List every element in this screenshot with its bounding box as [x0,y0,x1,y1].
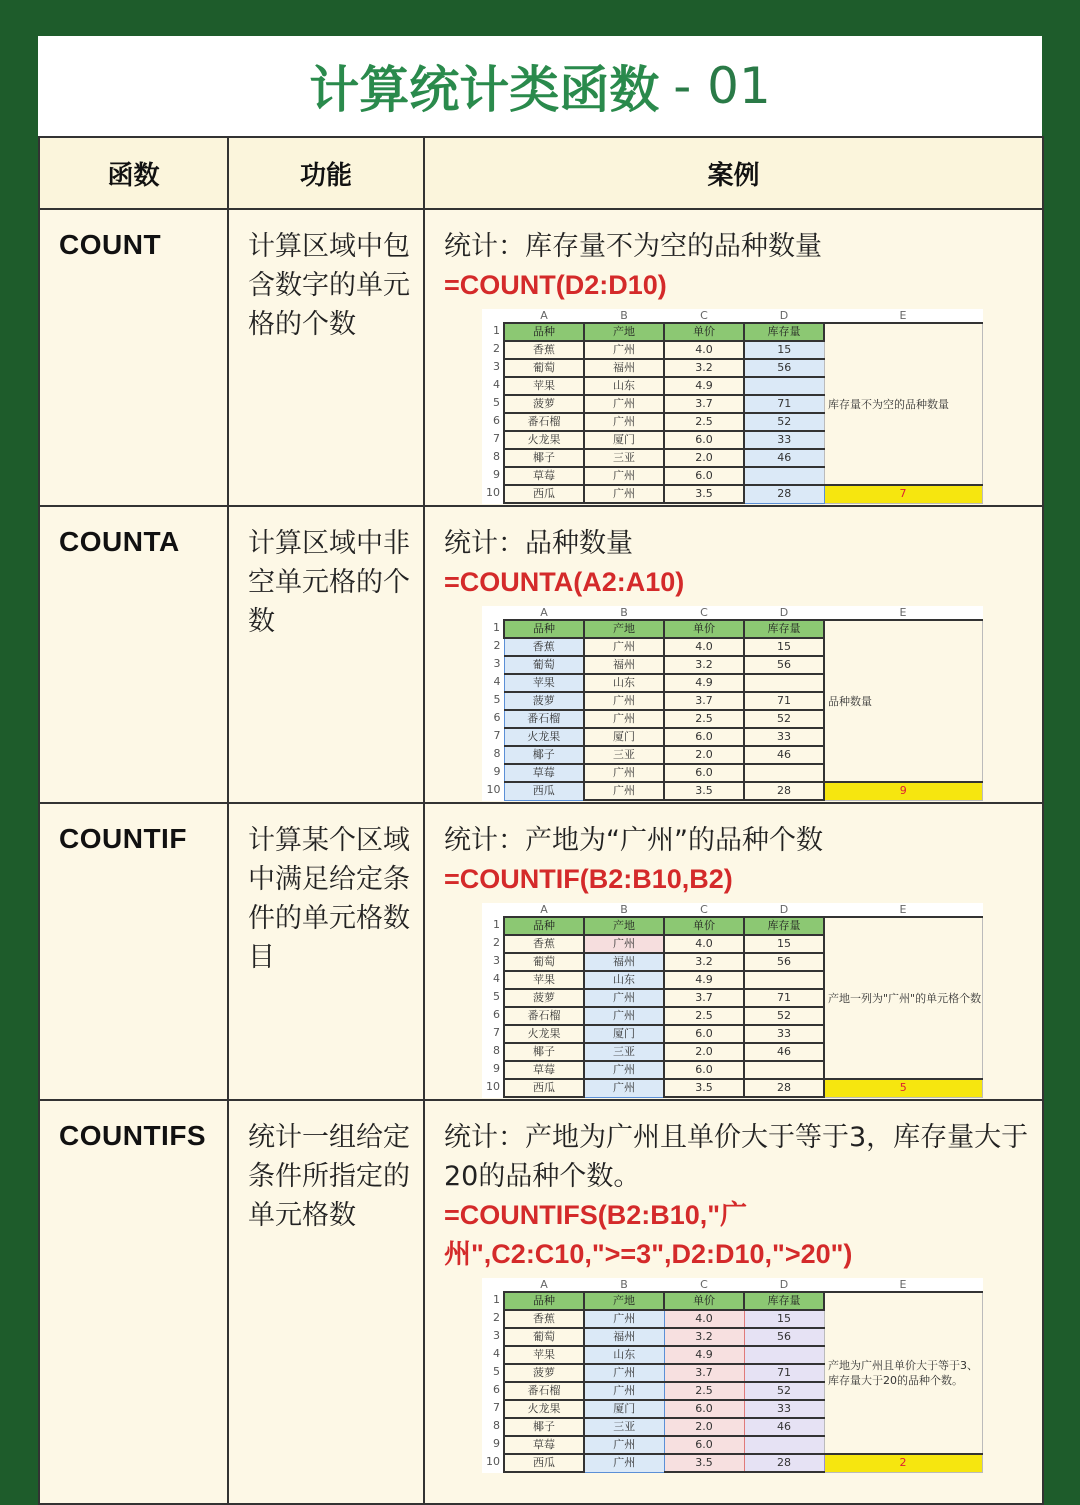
row-number: 1 [482,917,504,935]
table-row [39,506,1043,803]
row-number: 6 [482,710,504,728]
sheet-cell: 葡萄 [504,1328,584,1346]
row-number: 5 [482,1364,504,1382]
sheet-cell: 52 [744,413,824,431]
sheet-cell [744,467,824,485]
sheet-cell [744,971,824,989]
sheet-cell: 椰子 [504,1043,584,1061]
sheet-cell: 56 [744,359,824,377]
sheet-cell: 番石榴 [504,1382,584,1400]
sheet-cell: 6.0 [664,1436,744,1454]
spreadsheet-preview [482,606,1035,801]
sheet-cell: 广州 [584,341,664,359]
column-letter: B [584,309,664,323]
sheet-cell: 西瓜 [504,1454,584,1472]
row-number: 10 [482,1079,504,1097]
sheet-cell: 33 [744,1400,824,1418]
sheet-cell: 2.5 [664,710,744,728]
sheet-cell: 52 [744,1007,824,1025]
row-number: 1 [482,323,504,341]
sheet-cell: 番石榴 [504,1007,584,1025]
spreadsheet-preview [482,903,1035,1098]
sheet-cell: 6.0 [664,467,744,485]
sheet-cell: 46 [744,1418,824,1436]
sheet-cell: 15 [744,935,824,953]
sheet-cell: 厦门 [584,431,664,449]
sheet-cell: 火龙果 [504,431,584,449]
sheet-cell: 山东 [584,971,664,989]
sheet-cell: 6.0 [664,431,744,449]
func-name: COUNTIFS [59,1120,207,1151]
sheet-cell: 46 [744,746,824,764]
sheet-cell: 4.9 [664,971,744,989]
column-letter: E [824,309,982,323]
sheet-cell: 46 [744,1043,824,1061]
sheet-cell: 15 [744,1310,824,1328]
sheet-cell: 葡萄 [504,359,584,377]
sheet-header-cell: 库存量 [744,917,824,935]
sheet-cell [744,674,824,692]
row-number: 6 [482,413,504,431]
sheet-cell: 3.2 [664,953,744,971]
sheet-cell: 56 [744,656,824,674]
sheet-cell: 4.9 [664,674,744,692]
sheet-cell: 46 [744,449,824,467]
sheet-cell: 椰子 [504,449,584,467]
sheet-cell: 4.0 [664,638,744,656]
sheet-cell: 广州 [584,395,664,413]
sheet-cell: 菠萝 [504,989,584,1007]
row-number: 2 [482,1310,504,1328]
sheet-cell: 广州 [584,1079,664,1097]
feature-cell [228,506,424,803]
table-header-row [39,137,1043,209]
sheet-cell: 15 [744,341,824,359]
func-name: COUNT [59,229,162,260]
sheet-cell: 草莓 [504,764,584,782]
sheet-header-cell: 品种 [504,917,584,935]
sheet-cell: 2.5 [664,1382,744,1400]
sheet-cell: 3.5 [664,485,744,503]
sheet-cell: 菠萝 [504,692,584,710]
sheet-cell: 香蕉 [504,1310,584,1328]
sheet-header-cell: 单价 [664,917,744,935]
sheet-cell: 菠萝 [504,395,584,413]
row-number: 9 [482,467,504,485]
sheet-cell: 4.0 [664,935,744,953]
sheet-cell: 福州 [584,1328,664,1346]
sheet-cell: 三亚 [584,746,664,764]
row-number: 8 [482,746,504,764]
feature-cell [228,803,424,1100]
sheet-cell: 火龙果 [504,1400,584,1418]
sheet-cell: 三亚 [584,449,664,467]
sheet-header-cell: 品种 [504,620,584,638]
sheet-cell: 3.7 [664,1364,744,1382]
sheet-cell: 4.0 [664,341,744,359]
sheet-cell: 厦门 [584,1025,664,1043]
header-example: 案例 [424,137,1043,209]
example-cell [424,209,1043,506]
sheet-cell [744,764,824,782]
row-number: 10 [482,485,504,503]
sheet-cell: 广州 [584,1310,664,1328]
sheet-cell: 52 [744,1382,824,1400]
row-number: 10 [482,782,504,800]
sheet-cell: 3.5 [664,1454,744,1472]
sheet-cell: 广州 [584,692,664,710]
sheet-note: 库存量不为空的品种数量 [824,323,982,485]
sheet-cell: 广州 [584,989,664,1007]
example-cell [424,803,1043,1100]
sheet-cell: 菠萝 [504,1364,584,1382]
sheet-cell: 52 [744,710,824,728]
sheet-cell: 6.0 [664,764,744,782]
func-cell [39,1100,228,1504]
sheet-cell: 28 [744,782,824,800]
sheet-cell: 草莓 [504,467,584,485]
sheet-cell: 2.5 [664,1007,744,1025]
table-row [39,803,1043,1100]
header-func: 函数 [39,137,228,209]
func-name: COUNTA [59,526,180,557]
sheet-cell: 草莓 [504,1061,584,1079]
sheet-cell: 厦门 [584,728,664,746]
sheet-cell: 3.7 [664,395,744,413]
row-number: 4 [482,971,504,989]
row-number: 5 [482,692,504,710]
sheet-cell: 33 [744,1025,824,1043]
sheet-cell: 广州 [584,485,664,503]
sheet-cell: 2.0 [664,1418,744,1436]
column-letter: C [664,903,744,917]
sheet-cell [744,1346,824,1364]
sheet-cell: 火龙果 [504,1025,584,1043]
sheet-note: 品种数量 [824,620,982,782]
sheet-cell: 山东 [584,377,664,395]
title-main: 计算统计类函数 [309,61,660,119]
column-letter: D [744,309,824,323]
sheet-cell: 香蕉 [504,638,584,656]
sheet-header-cell: 产地 [584,1292,664,1310]
sheet-cell: 葡萄 [504,953,584,971]
sheet-header-cell: 产地 [584,620,664,638]
function-table [38,136,1044,1505]
sheet-cell: 福州 [584,656,664,674]
column-letter: E [824,903,982,917]
row-number: 3 [482,359,504,377]
sheet-cell: 28 [744,485,824,503]
row-number: 5 [482,989,504,1007]
sheet-cell: 椰子 [504,1418,584,1436]
sheet-note: 产地一列为"广州"的单元格个数 [824,917,982,1079]
sheet-cell [744,377,824,395]
column-letter: A [504,606,584,620]
sheet-note: 产地为广州且单价大于等于3、库存量大于20的品种个数。 [824,1292,982,1454]
sheet-cell: 33 [744,728,824,746]
column-letter: D [744,903,824,917]
example-desc: 统计：产地为广州且单价大于等于3，库存量大于20的品种个数。 [444,1122,1029,1192]
sheet-cell: 苹果 [504,971,584,989]
page-title [38,36,1042,136]
row-number: 4 [482,674,504,692]
sheet-cell: 广州 [584,1454,664,1472]
sheet-cell: 2.5 [664,413,744,431]
sheet-header-cell: 品种 [504,1292,584,1310]
func-name: COUNTIF [59,823,187,854]
row-number: 7 [482,1025,504,1043]
sheet-cell: 6.0 [664,1061,744,1079]
example-formula: =COUNT(D2:D10) [444,270,667,300]
sheet-cell: 苹果 [504,377,584,395]
func-desc: 计算区域中非空单元格的个数 [248,528,410,637]
example-desc: 统计：产地为“广州”的品种个数 [444,825,823,856]
column-letter: B [584,1278,664,1292]
sheet-cell: 广州 [584,935,664,953]
row-number: 8 [482,1043,504,1061]
row-number: 8 [482,1418,504,1436]
column-letter: C [664,606,744,620]
sheet-cell: 番石榴 [504,413,584,431]
sheet-cell: 广州 [584,1436,664,1454]
sheet-header-cell: 品种 [504,323,584,341]
sheet-cell: 西瓜 [504,782,584,800]
column-letter: A [504,1278,584,1292]
sheet-cell: 西瓜 [504,485,584,503]
sheet-header-cell: 库存量 [744,1292,824,1310]
sheet-cell: 2.0 [664,449,744,467]
sheet-cell: 三亚 [584,1418,664,1436]
func-desc: 计算某个区域中满足给定条件的单元格数目 [248,825,410,973]
example-formula: =COUNTIFS(B2:B10,"广州",C2:C10,">=3",D2:D10,">20") [444,1200,853,1269]
header-feature: 功能 [228,137,424,209]
column-letter: E [824,606,982,620]
sheet-cell: 椰子 [504,746,584,764]
feature-cell [228,209,424,506]
sheet-cell: 广州 [584,1007,664,1025]
example-desc: 统计：库存量不为空的品种数量 [444,231,822,262]
row-number: 9 [482,1436,504,1454]
func-desc: 统计一组给定条件所指定的单元格数 [248,1122,410,1231]
sheet-cell: 71 [744,989,824,1007]
sheet-cell: 广州 [584,764,664,782]
row-number: 4 [482,1346,504,1364]
column-letter: B [584,606,664,620]
sheet-cell: 广州 [584,413,664,431]
sheet-cell: 香蕉 [504,341,584,359]
page [38,36,1042,1469]
column-letter: C [664,309,744,323]
sheet-cell: 4.9 [664,377,744,395]
row-number: 3 [482,1328,504,1346]
sheet-result: 2 [824,1454,982,1472]
sheet-cell: 番石榴 [504,710,584,728]
sheet-cell: 草莓 [504,1436,584,1454]
sheet-cell: 3.2 [664,1328,744,1346]
column-letter: C [664,1278,744,1292]
row-number: 9 [482,1061,504,1079]
column-letter: D [744,1278,824,1292]
sheet-result: 9 [824,782,982,800]
sheet-cell: 28 [744,1079,824,1097]
sheet-header-cell: 库存量 [744,323,824,341]
func-cell [39,209,228,506]
sheet-cell: 28 [744,1454,824,1472]
row-number: 1 [482,620,504,638]
sheet-cell: 2.0 [664,1043,744,1061]
row-number: 8 [482,449,504,467]
sheet-header-cell: 单价 [664,323,744,341]
column-letter: A [504,903,584,917]
sheet-cell: 2.0 [664,746,744,764]
sheet-cell: 葡萄 [504,656,584,674]
func-cell [39,506,228,803]
sheet-cell: 福州 [584,953,664,971]
example-cell [424,1100,1043,1504]
sheet-cell: 西瓜 [504,1079,584,1097]
sheet-cell: 56 [744,1328,824,1346]
row-number: 5 [482,395,504,413]
sheet-cell: 福州 [584,359,664,377]
sheet-cell: 56 [744,953,824,971]
sheet-cell [744,1436,824,1454]
row-number: 7 [482,431,504,449]
sheet-cell: 广州 [584,638,664,656]
column-letter: B [584,903,664,917]
sheet-header-cell: 产地 [584,917,664,935]
table-row [39,1100,1043,1504]
row-number: 1 [482,1292,504,1310]
func-desc: 计算区域中包含数字的单元格的个数 [248,231,410,340]
spreadsheet-preview [482,1278,1035,1473]
sheet-header-cell: 库存量 [744,620,824,638]
sheet-cell: 三亚 [584,1043,664,1061]
sheet-cell: 广州 [584,1364,664,1382]
sheet-cell: 71 [744,395,824,413]
sheet-header-cell: 产地 [584,323,664,341]
sheet-cell: 4.0 [664,1310,744,1328]
row-number: 6 [482,1382,504,1400]
title-suffix: - 01 [673,57,771,115]
row-number: 9 [482,764,504,782]
sheet-cell: 香蕉 [504,935,584,953]
row-number: 7 [482,1400,504,1418]
row-number: 2 [482,341,504,359]
sheet-result: 5 [824,1079,982,1097]
sheet-cell: 广州 [584,710,664,728]
sheet-cell: 山东 [584,1346,664,1364]
row-number: 10 [482,1454,504,1472]
sheet-cell: 3.5 [664,782,744,800]
example-desc: 统计：品种数量 [444,528,633,559]
sheet-header-cell: 单价 [664,1292,744,1310]
sheet-cell: 6.0 [664,1025,744,1043]
sheet-cell: 火龙果 [504,728,584,746]
table-row [39,209,1043,506]
sheet-cell: 苹果 [504,674,584,692]
sheet-cell: 4.9 [664,1346,744,1364]
row-number: 6 [482,1007,504,1025]
row-number: 2 [482,638,504,656]
sheet-cell: 33 [744,431,824,449]
sheet-cell: 6.0 [664,728,744,746]
sheet-cell: 3.2 [664,359,744,377]
sheet-cell: 广州 [584,782,664,800]
sheet-cell [744,1061,824,1079]
column-letter: A [504,309,584,323]
row-number: 4 [482,377,504,395]
sheet-cell: 苹果 [504,1346,584,1364]
column-letter: E [824,1278,982,1292]
sheet-result: 7 [824,485,982,503]
sheet-cell: 厦门 [584,1400,664,1418]
example-cell [424,506,1043,803]
sheet-cell: 山东 [584,674,664,692]
sheet-cell: 3.2 [664,656,744,674]
row-number: 3 [482,656,504,674]
sheet-cell: 3.7 [664,692,744,710]
sheet-cell: 15 [744,638,824,656]
sheet-cell: 3.5 [664,1079,744,1097]
sheet-cell: 6.0 [664,1400,744,1418]
row-number: 2 [482,935,504,953]
example-formula: =COUNTA(A2:A10) [444,567,685,597]
func-cell [39,803,228,1100]
row-number: 7 [482,728,504,746]
sheet-cell: 广州 [584,1382,664,1400]
sheet-cell: 广州 [584,1061,664,1079]
feature-cell [228,1100,424,1504]
column-letter: D [744,606,824,620]
spreadsheet-preview [482,309,1035,504]
sheet-cell: 71 [744,1364,824,1382]
row-number: 3 [482,953,504,971]
example-formula: =COUNTIF(B2:B10,B2) [444,864,733,894]
sheet-cell: 广州 [584,467,664,485]
sheet-header-cell: 单价 [664,620,744,638]
sheet-cell: 3.7 [664,989,744,1007]
sheet-cell: 71 [744,692,824,710]
